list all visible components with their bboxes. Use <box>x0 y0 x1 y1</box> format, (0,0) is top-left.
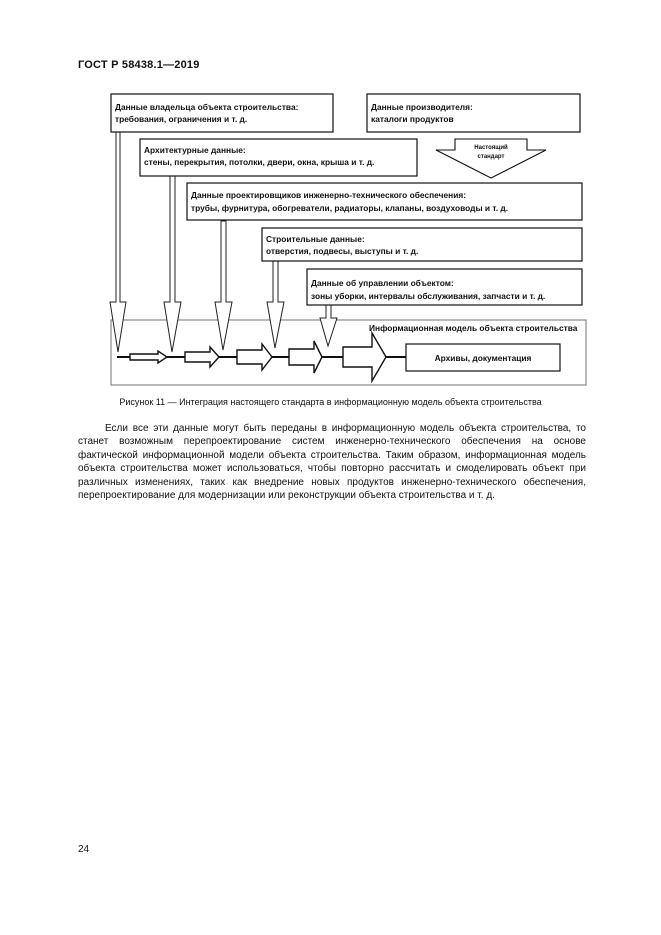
owner-down-arrow <box>110 132 126 352</box>
management-box-title: Данные об управлении объектом: <box>311 278 454 288</box>
model-stage-arrow-1 <box>130 351 167 363</box>
owner-box-detail: требования, ограничения и т. д. <box>115 114 248 124</box>
engineering-box-detail: трубы, фурнитура, обогреватели, радиаторы, клапаны, воздуховоды и т. д. <box>191 203 509 213</box>
owner-data-box <box>111 94 333 132</box>
construction-data-box <box>262 228 582 261</box>
standard-header: ГОСТ Р 58438.1—2019 <box>78 59 200 71</box>
engineering-data-box <box>187 183 582 220</box>
owner-box-title: Данные владельца объекта строительства: <box>115 102 299 112</box>
body-text <box>78 422 586 502</box>
this-standard-label-1: Настоящий <box>474 145 508 151</box>
model-stage-arrow-4 <box>289 341 322 373</box>
body-paragraph: Если все эти данные могут быть переданы в информационную модель объекта строительства, то станет возможным перепроектирование систем инженерно-технического обеспечения на основе фактической информационной модели объекта строительства. Таким образом, информационная модель объекта строительства может использоваться, чтобы повторно рассчитать и смоделировать объект при различных изменениях, таких как внедрение новых продуктов инженерно-технического обеспечения, перепроектирование для модернизации или реконструкции объекта строительства и т. д. <box>78 423 586 502</box>
this-standard-label-2: стандарт <box>477 154 505 160</box>
engineering-down-arrow <box>215 221 232 350</box>
engineering-box-title: Данные проектировщиков инженерно-технического обеспечения: <box>191 190 467 200</box>
integration-diagram <box>0 0 661 395</box>
architecture-down-arrow <box>164 176 181 352</box>
manufacturer-data-box <box>367 94 580 132</box>
model-stage-arrow-5 <box>343 333 386 381</box>
model-title: Информационная модель объекта строительства <box>369 323 578 333</box>
architecture-box-detail: стены, перекрытия, потолки, двери, окна, крыша и т. д. <box>144 157 375 167</box>
management-box-detail: зоны уборки, интервалы обслуживания, запчасти и т. д. <box>311 291 546 301</box>
management-down-arrow <box>320 305 337 346</box>
model-stage-arrow-3 <box>237 344 272 370</box>
construction-down-arrow <box>267 261 284 348</box>
model-stage-arrow-2 <box>185 347 219 367</box>
architecture-box-title: Архитектурные данные: <box>144 145 246 155</box>
manufacturer-box-detail: каталоги продуктов <box>371 114 454 124</box>
archive-label: Архивы, документация <box>434 353 532 363</box>
construction-box-title: Строительные данные: <box>266 234 365 244</box>
this-standard-arrow <box>436 139 546 178</box>
page-number: 24 <box>78 844 90 855</box>
figure-caption: Рисунок 11 — Интеграция настоящего стандарта в информационную модель объекта строительства <box>119 397 542 407</box>
management-data-box <box>307 269 582 305</box>
manufacturer-box-title: Данные производителя: <box>371 102 473 112</box>
architecture-data-box <box>140 139 417 176</box>
construction-box-detail: отверстия, подвесы, выступы и т. д. <box>266 246 419 256</box>
